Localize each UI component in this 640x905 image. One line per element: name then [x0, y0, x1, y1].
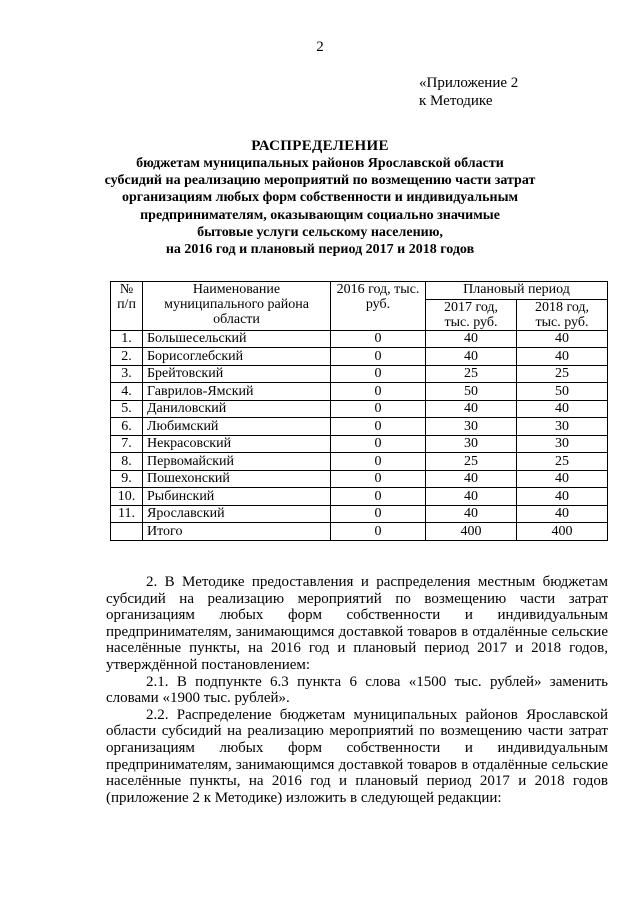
table-row: [111, 383, 608, 401]
value-2018: 40: [517, 488, 608, 506]
value-2016: 0: [331, 418, 426, 436]
value-2017: 30: [426, 418, 517, 436]
value-2018: 40: [517, 505, 608, 523]
table-row: [111, 330, 608, 348]
header-2017: 2017 год, тыс. руб.: [426, 299, 517, 330]
row-number: 10.: [111, 488, 143, 506]
table-row: [111, 505, 608, 523]
header-2016: 2016 год, тыс. руб.: [331, 282, 426, 331]
value-2016: 0: [331, 488, 426, 506]
district-name: Брейтовский: [143, 365, 331, 383]
row-number: 1.: [111, 330, 143, 348]
value-2017: 50: [426, 383, 517, 401]
district-name: Любимский: [143, 418, 331, 436]
value-2016: 0: [331, 400, 426, 418]
value-2018: 30: [517, 418, 608, 436]
row-number: 8.: [111, 453, 143, 471]
appendix-line-2: к Методике: [419, 93, 493, 109]
value-2017: 40: [426, 505, 517, 523]
district-name: Некрасовский: [143, 435, 331, 453]
page-number: 2: [316, 39, 324, 55]
paragraph-2-2: 2.2. Распределение бюджетам муниципальных районов Ярославской области субсидий на реализацию мероприятий по возмещению части затрат организациям любых форм собственности и индивидуальным предпринимателям, занимающимся доставкой товаров в отдалённые сельские населённые пункты, на 2016 год и плановый период 2017 и 2018 годов (приложение 2 к Методике) изложить в следующей редакции:: [106, 706, 608, 806]
value-2016: 0: [331, 470, 426, 488]
value-2017: 40: [426, 400, 517, 418]
table-row: [111, 418, 608, 436]
header-2018: 2018 год, тыс. руб.: [517, 299, 608, 330]
district-name: Пошехонский: [143, 470, 331, 488]
district-name: Рыбинский: [143, 488, 331, 506]
row-number: 9.: [111, 470, 143, 488]
header-num: № п/п: [111, 282, 143, 331]
paragraph-2-1: 2.1. В подпункте 6.3 пункта 6 слова «1500 тыс. рублей» заменить словами «1900 тыс. рублей».: [106, 673, 608, 707]
value-2016: 0: [331, 453, 426, 471]
value-2016: 0: [331, 383, 426, 401]
value-2018: 40: [517, 330, 608, 348]
district-name: Итого: [143, 523, 331, 541]
appendix-line-1: «Приложение 2: [419, 75, 519, 91]
value-2017: 40: [426, 348, 517, 366]
value-2018: 30: [517, 435, 608, 453]
table-row: [111, 348, 608, 366]
table-row: [111, 365, 608, 383]
paragraph-2: 2. В Методике предоставления и распределения местным бюджетам субсидий на реализацию мероприятий по возмещению части затрат организациям любых форм собственности и индивидуальным предпринимателям, занимающимся доставкой товаров в отдалённые сельские населённые пункты, на 2016 год и плановый период 2017 и 2018 годов, утверждённой постановлением:: [106, 574, 608, 673]
value-2018: 40: [517, 348, 608, 366]
value-2016: 0: [331, 330, 426, 348]
document-heading: [60, 138, 580, 258]
table-row: [111, 470, 608, 488]
value-2018: 400: [517, 523, 608, 541]
row-number: 7.: [111, 435, 143, 453]
appendix-reference: [419, 74, 518, 110]
value-2018: 50: [517, 383, 608, 401]
row-number: 2.: [111, 348, 143, 366]
table-row: [111, 435, 608, 453]
district-name: Гаврилов-Ямский: [143, 383, 331, 401]
total-row: [111, 523, 608, 541]
value-2016: 0: [331, 505, 426, 523]
value-2017: 25: [426, 453, 517, 471]
row-number: 5.: [111, 400, 143, 418]
value-2016: 0: [331, 365, 426, 383]
heading-line: предпринимателям, оказывающим социально значимые: [140, 207, 500, 223]
heading-line: бюджетам муниципальных районов Ярославской области: [136, 156, 504, 171]
table-body: [111, 330, 608, 540]
district-name: Ярославский: [143, 505, 331, 523]
distribution-table: [110, 281, 608, 541]
value-2017: 40: [426, 488, 517, 506]
value-2018: 25: [517, 365, 608, 383]
heading-line: бытовые услуги сельскому населению,: [197, 224, 443, 240]
row-number: [111, 523, 143, 541]
table-row: [111, 488, 608, 506]
table-row: [111, 400, 608, 418]
value-2016: 0: [331, 435, 426, 453]
table-row: [111, 453, 608, 471]
row-number: 6.: [111, 418, 143, 436]
value-2016: 0: [331, 348, 426, 366]
district-name: Даниловский: [143, 400, 331, 418]
heading-line: субсидий на реализацию мероприятий по возмещению части затрат: [104, 173, 536, 189]
value-2017: 40: [426, 330, 517, 348]
value-2017: 40: [426, 470, 517, 488]
row-number: 4.: [111, 383, 143, 401]
value-2018: 40: [517, 400, 608, 418]
header-name: Наименование муниципального района области: [143, 282, 331, 331]
heading-title: РАСПРЕДЕЛЕНИЕ: [251, 138, 389, 154]
header-plan-period: Плановый период: [426, 282, 608, 300]
district-name: Первомайский: [143, 453, 331, 471]
value-2018: 40: [517, 470, 608, 488]
value-2017: 25: [426, 365, 517, 383]
heading-line: на 2016 год и плановый период 2017 и 2018 годов: [165, 242, 475, 258]
body-text: [106, 574, 608, 806]
value-2016: 0: [331, 523, 426, 541]
district-name: Большесельский: [143, 330, 331, 348]
row-number: 11.: [111, 505, 143, 523]
district-name: Борисоглебский: [143, 348, 331, 366]
value-2018: 25: [517, 453, 608, 471]
row-number: 3.: [111, 365, 143, 383]
value-2017: 30: [426, 435, 517, 453]
heading-line: организациям любых форм собственности и индивидуальным: [121, 190, 519, 206]
value-2017: 400: [426, 523, 517, 541]
